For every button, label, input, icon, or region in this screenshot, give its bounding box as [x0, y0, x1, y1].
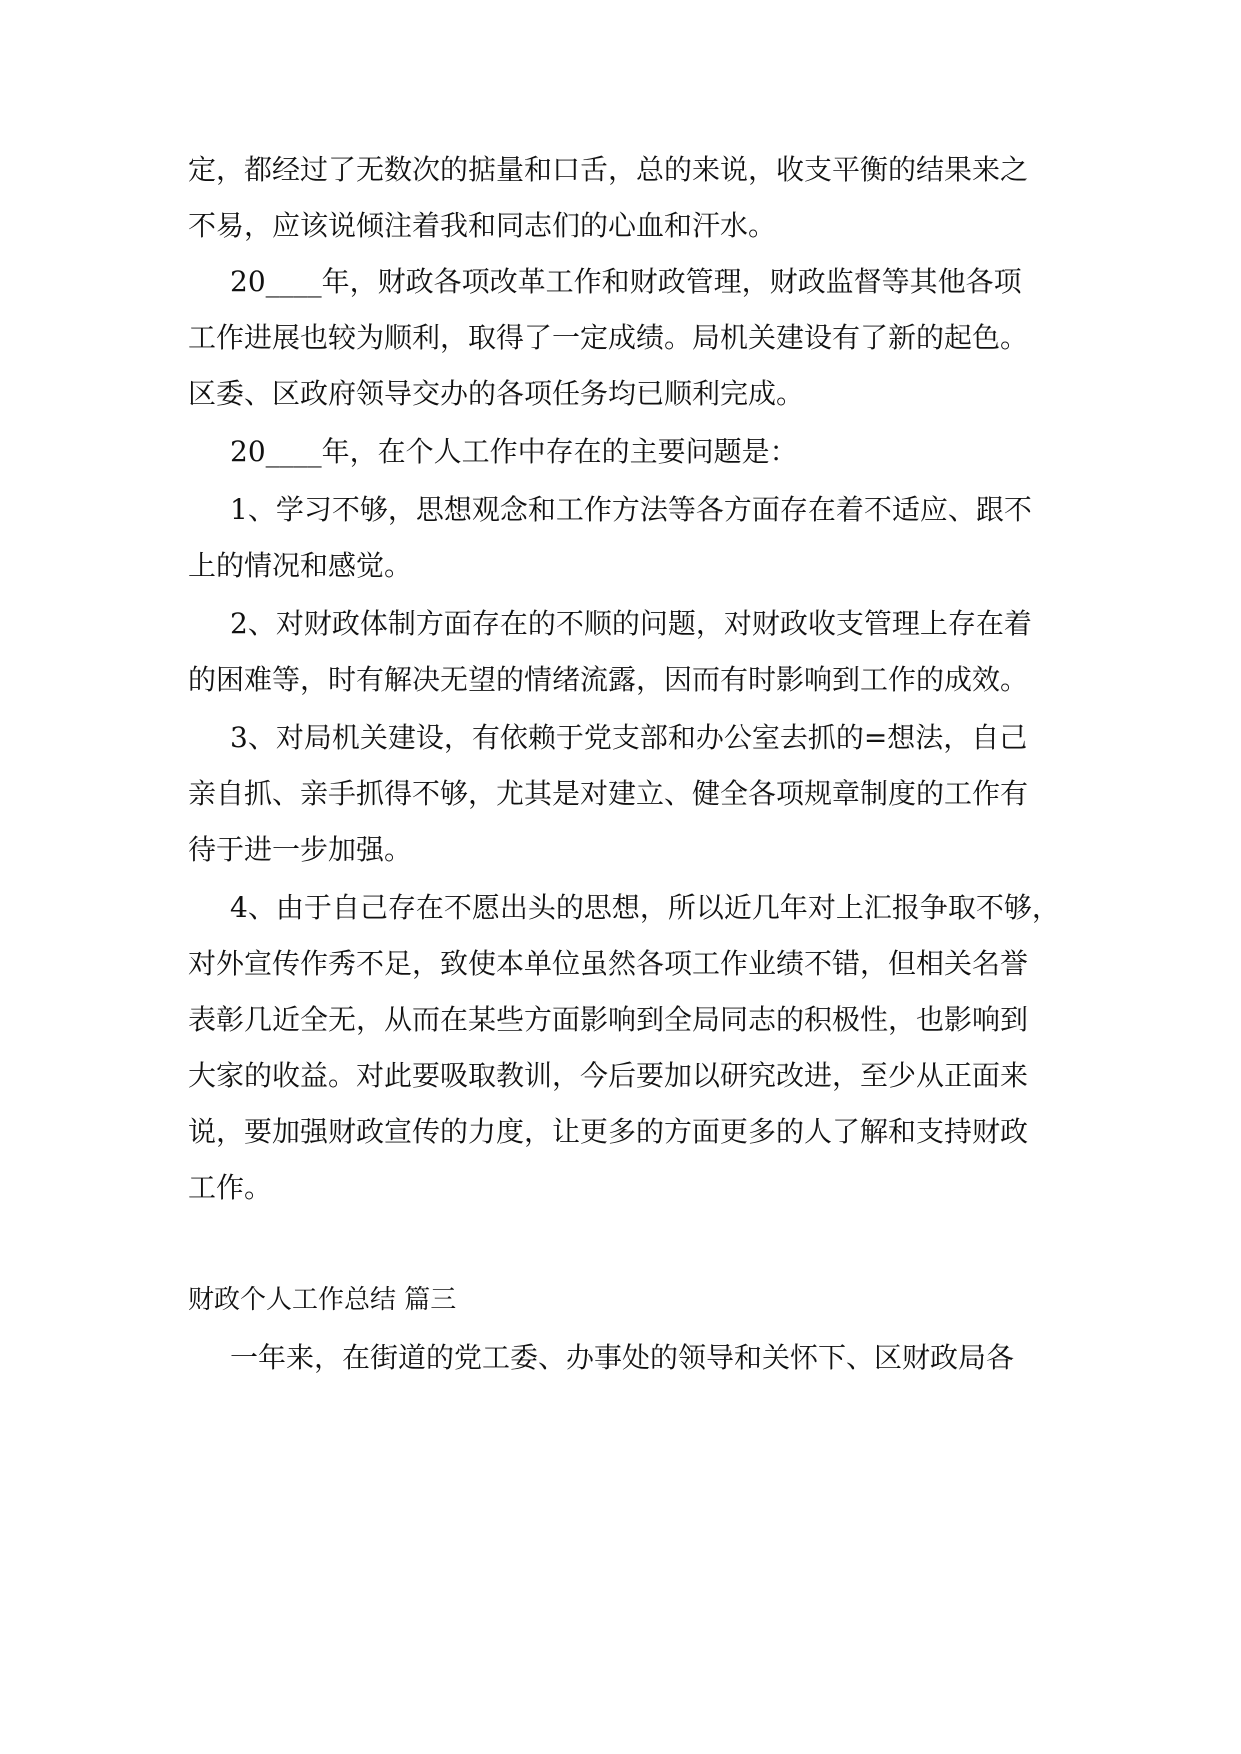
text-line: 上的情况和感觉。 — [188, 549, 413, 582]
list-item-4: 4、由于自己存在不愿出头的思想，所以近几年对上汇报争取不够， — [230, 891, 1060, 924]
text-line: 说，要加强财政宣传的力度，让更多的方面更多的人了解和支持财政 — [188, 1115, 1029, 1148]
list-item-2: 2、对财政体制方面存在的不顺的问题，对财政收支管理上存在着 — [230, 607, 1032, 640]
text-line: 工作。 — [188, 1171, 273, 1204]
text-line: 定，都经过了无数次的掂量和口舌，总的来说，收支平衡的结果来之 — [188, 153, 1029, 186]
text-line: 工作进展也较为顺利，取得了一定成绩。局机关建设有了新的起色。 — [188, 321, 1029, 354]
text-line: 亲自抓、亲手抓得不够，尤其是对建立、健全各项规章制度的工作有 — [188, 777, 1029, 810]
paragraph-start: 20____年，在个人工作中存在的主要问题是： — [230, 435, 798, 468]
list-item-3: 3、对局机关建设，有依赖于党支部和办公室去抓的=想法，自己 — [230, 721, 1028, 754]
section-heading: 财政个人工作总结 篇三 — [188, 1285, 457, 1315]
text-line: 的困难等，时有解决无望的情绪流露，因而有时影响到工作的成效。 — [188, 663, 1029, 696]
paragraph-start: 一年来，在街道的党工委、办事处的领导和关怀下、区财政局各 — [230, 1341, 1015, 1374]
text-line: 表彰几近全无，从而在某些方面影响到全局同志的积极性，也影响到 — [188, 1003, 1029, 1036]
paragraph-start: 20____年，财政各项改革工作和财政管理，财政监督等其他各项 — [230, 265, 1022, 298]
text-line: 不易，应该说倾注着我和同志们的心血和汗水。 — [188, 209, 777, 242]
text-line: 对外宣传作秀不足，致使本单位虽然各项工作业绩不错，但相关名誉 — [188, 947, 1029, 980]
text-line: 待于进一步加强。 — [188, 833, 413, 866]
list-item-1: 1、学习不够，思想观念和工作方法等各方面存在着不适应、跟不 — [230, 493, 1032, 526]
text-line: 区委、区政府领导交办的各项任务均已顺利完成。 — [188, 377, 805, 410]
text-line: 大家的收益。对此要吸取教训，今后要加以研究改进，至少从正面来 — [188, 1059, 1029, 1092]
